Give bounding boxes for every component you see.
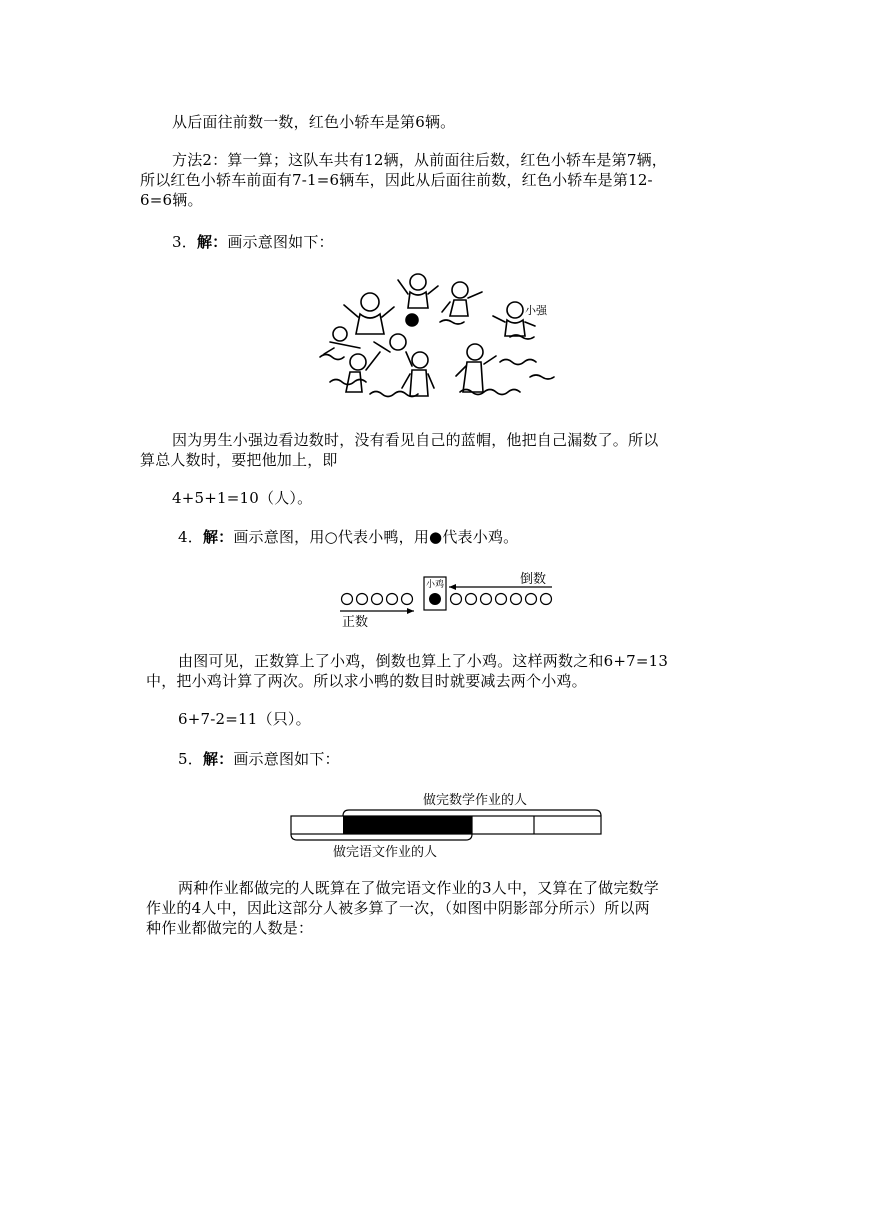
- section-4-heading: [178, 527, 518, 547]
- homework-bar-diagram: [285, 786, 605, 866]
- math-bar-label: 做完数学作业的人: [423, 793, 528, 808]
- text-line: 算总人数时，要把他加上，即: [140, 451, 338, 469]
- duck-circle: [387, 594, 398, 605]
- arrowhead: [407, 608, 414, 614]
- text-line: 因为男生小强边看边数时，没有看见自己的蓝帽，他把自己漏数了。所以: [172, 431, 659, 449]
- swimming-children-illustration: [310, 262, 570, 412]
- text-line: 所以红色小轿车前面有7-1=6辆车，因此从后面往前数，红色小轿车是第12-: [140, 171, 653, 189]
- overlap-shaded-segment: [343, 816, 472, 834]
- chick-box-label: 小鸡: [426, 580, 445, 590]
- chinese-brace: [291, 834, 472, 840]
- duck-circle: [466, 594, 477, 605]
- arrowhead: [449, 584, 456, 590]
- forward-label: 正数: [342, 615, 369, 630]
- duck-circle: [402, 594, 413, 605]
- section-text: 画示意图如下：: [227, 233, 334, 251]
- text-line: 由图可见，正数算上了小鸡，倒数也算上了小鸡。这样两数之和6+7=13: [178, 652, 669, 670]
- section-number: 5．: [178, 750, 203, 768]
- solution-label: 解：: [196, 233, 228, 251]
- duck-chick-diagram: [330, 566, 560, 634]
- text-line: 作业的4人中，因此这部分人被多算了一次，（如图中阴影部分所示）所以两: [146, 899, 650, 917]
- text-line: 两种作业都做完的人既算在了做完语文作业的3人中，又算在了做完数学: [178, 879, 659, 897]
- solution-label: 解：: [202, 750, 234, 768]
- duck-circle: [342, 594, 353, 605]
- section-text: 画示意图，用○代表小鸭，用●代表小鸡。: [233, 528, 519, 546]
- duck-circle: [526, 594, 537, 605]
- duck-circle: [496, 594, 507, 605]
- section-number: 4．: [178, 528, 203, 546]
- text-line: 从后面往前数一数，红色小轿车是第6辆。: [172, 113, 456, 131]
- equation-1: 4+5+1=10（人）。: [172, 489, 313, 507]
- math-brace: [343, 810, 601, 816]
- text-line: 方法2：算一算；这队车共有12辆，从前面往后数，红色小轿车是第7辆，: [172, 151, 667, 169]
- section-text: 画示意图如下：: [233, 750, 340, 768]
- duck-circle: [451, 594, 462, 605]
- text-line: 中，把小鸡计算了两次。所以求小鸭的数目时就要减去两个小鸡。: [146, 672, 587, 690]
- backward-label: 倒数: [520, 572, 547, 587]
- duck-circle: [511, 594, 522, 605]
- section-5-heading: [178, 749, 340, 769]
- duck-circle: [372, 594, 383, 605]
- chinese-bar-label: 做完语文作业的人: [333, 845, 438, 860]
- duck-circle: [357, 594, 368, 605]
- chick-dot: [429, 593, 441, 605]
- equation-2: 6+7-2=11（只）。: [178, 710, 311, 728]
- duck-circle: [541, 594, 552, 605]
- text-line: 6=6辆。: [140, 191, 203, 209]
- section-3-heading: [172, 232, 334, 252]
- section-number: 3．: [172, 233, 197, 251]
- xiaoqiang-label: 小强: [525, 304, 547, 317]
- solution-label: 解：: [202, 528, 234, 546]
- text-line: 种作业都做完的人数是：: [146, 919, 314, 937]
- duck-circle: [481, 594, 492, 605]
